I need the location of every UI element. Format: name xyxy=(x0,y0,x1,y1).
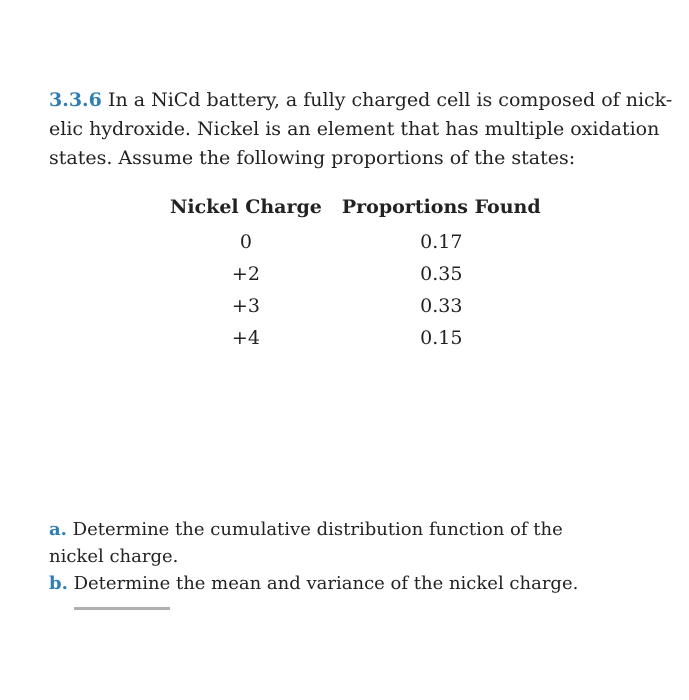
problem-statement xyxy=(49,86,673,173)
underline-mark xyxy=(74,607,170,610)
problem-text-line-2: elic hydroxide. Nickel is an element that has multiple oxidation xyxy=(49,118,660,140)
part-b-letter: b. xyxy=(49,573,68,594)
part-a-text-1: Determine the cumulative distribution function of the xyxy=(72,519,563,540)
table-row xyxy=(160,258,551,290)
table-row xyxy=(160,290,551,322)
part-a-letter: a. xyxy=(49,519,67,540)
problem-number: 3.3.6 xyxy=(49,89,102,111)
table-header-row xyxy=(160,194,551,226)
problem-text-line-3: states. Assume the following proportions of the states: xyxy=(49,147,576,169)
charge-cell: +4 xyxy=(231,327,260,349)
part-b-text: Determine the mean and variance of the nickel charge. xyxy=(73,573,579,594)
part-a-line-1 xyxy=(49,516,649,543)
part-b-line xyxy=(49,570,649,597)
header-nickel-charge: Nickel Charge xyxy=(170,196,322,218)
proportion-cell: 0.35 xyxy=(420,263,463,285)
table-row xyxy=(160,322,551,354)
table-row xyxy=(160,226,551,258)
question-parts xyxy=(49,516,649,597)
charge-cell: 0 xyxy=(239,231,252,253)
charge-cell: +3 xyxy=(231,295,260,317)
charge-cell: +2 xyxy=(231,263,260,285)
proportion-cell: 0.33 xyxy=(420,295,463,317)
proportions-table xyxy=(160,194,551,354)
problem-line-1 xyxy=(49,86,673,115)
header-proportions-found: Proportions Found xyxy=(341,196,541,218)
proportion-cell: 0.17 xyxy=(420,231,463,253)
proportion-cell: 0.15 xyxy=(420,327,463,349)
problem-text-line-1: In a NiCd battery, a fully charged cell is composed of nick- xyxy=(107,89,673,111)
part-a-text-2: nickel charge. xyxy=(49,546,179,567)
